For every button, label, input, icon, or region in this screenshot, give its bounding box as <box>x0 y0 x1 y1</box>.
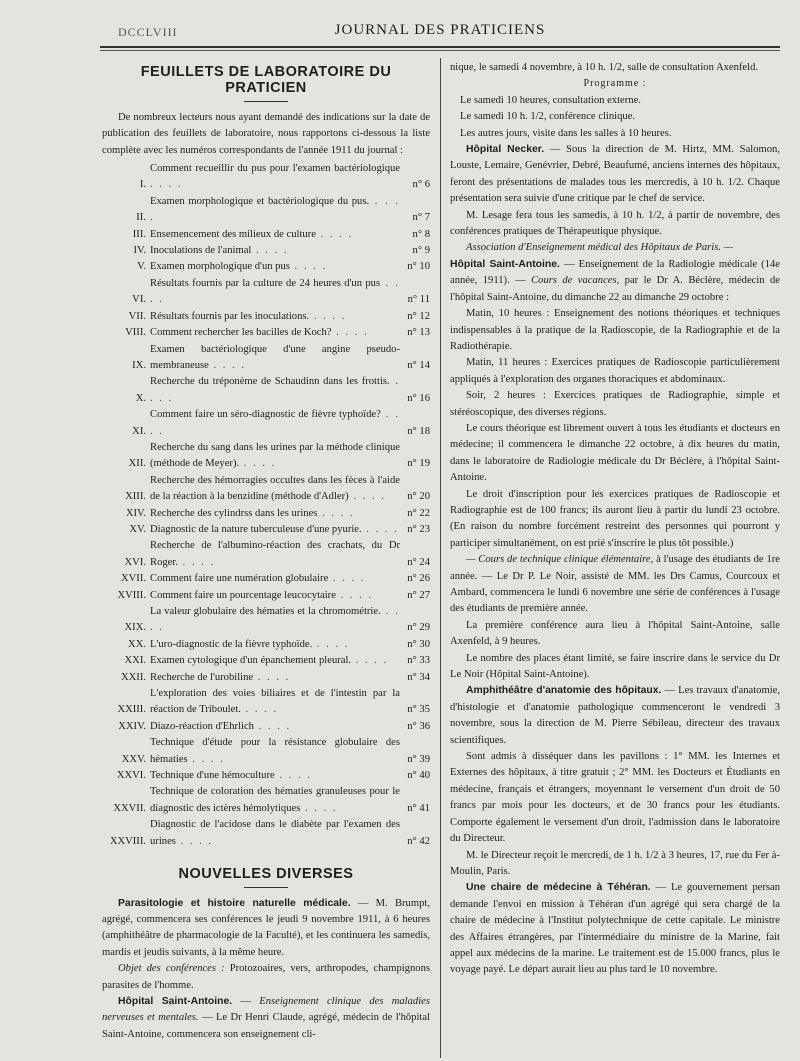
feuillet-title-text: Résultats fournis par la culture de 24 heures d'un pus <box>150 277 381 289</box>
feuillet-entry <box>102 653 430 669</box>
feuillet-title-text: Examen morphologique et bactériologique du pus. <box>150 195 370 207</box>
leader-dots: . . . . <box>253 720 292 732</box>
feuillet-issue: n° 27 <box>407 589 430 601</box>
paragraph-heading: Hôpital Necker. <box>466 144 545 156</box>
feuillet-issue: n° 41 <box>407 802 430 814</box>
feuillet-number: VI. <box>132 294 146 306</box>
feuillet-issue: n° 11 <box>407 294 430 306</box>
feuillet-issue: n° 39 <box>407 753 430 765</box>
feuillet-number: XIII. <box>125 491 146 503</box>
paragraph-droit: Le droit d'inscription pour les exercices pratiques de Radioscopie et Radiographie est de 100 francs; ils auront lieu à partir du lundi 23 octobre. (En raison du nombre forcément restreint des personnes qui pourront y participer simultanément, on est prié s'inscrire le plus tôt possible.) <box>450 488 780 549</box>
leader-dots: . . . . <box>175 835 214 847</box>
feuillet-entry <box>102 374 430 407</box>
feuillet-issue: n° 36 <box>407 720 430 732</box>
paragraph-lesage: M. Lesage fera tous les samedis, à 10 h. 1/2, à partir de novembre, des conférences pratiques de Thérapeutique physique. <box>450 209 780 238</box>
header-rule-thin <box>100 50 780 51</box>
feuillet-issue: n° 8 <box>412 228 430 240</box>
feuillet-number: XX. <box>128 638 146 650</box>
feuillet-entry <box>102 719 430 735</box>
leader-dots: . . . . <box>274 770 312 782</box>
feuillet-number: XIV. <box>125 507 146 519</box>
feuillet-issue: n° 42 <box>407 835 430 847</box>
paragraph-text: — Enseignement de la Radiologie médicale (14e année, 1911). — <box>450 258 780 287</box>
paragraph-heading: Parasitologie et histoire naturelle médicale. <box>118 897 351 909</box>
objet-label: Objet des conférences : <box>118 963 225 975</box>
feuillet-title <box>150 522 400 538</box>
feuillet-entry <box>102 440 430 473</box>
feuillets-list <box>102 161 430 850</box>
leader-dots: . . . . <box>177 556 216 568</box>
paragraph-sont-admis: Sont admis à disséquer dans les pavillons : 1° MM. les Internes et Externes des hôpitaux, à titre gratuit ; 2° MM. les Docteurs et Étudiants en médecine, français et étrangers, moyennant le versement d'un droit de 50 francs par mois pour les docteurs, et de 30 francs pour les étudiants. Comporte également le versement d'un droit, l'admission dans le laboratoire du Directeur. <box>450 751 780 845</box>
feuillet-title <box>150 686 400 719</box>
feuillet-title <box>150 719 400 735</box>
feuillet-title-text: Comment faire un séro-diagnostic de fièvre typhoïde? <box>150 409 381 421</box>
feuillet-number: II. <box>136 212 146 224</box>
leader-dots: . . . . <box>289 261 328 273</box>
feuillet-title <box>150 342 400 375</box>
paragraph-text: — Le gouvernement persan demande l'envoi en mission à Téhéran d'un agrégé qui sera chargé de la chaire de médecine à l'Institut polytechnique de cette capitale. Le ministre des Affaires étrangères, par l'intermédiaire du ministre de la Marine, fait appel aux médecins de la marine. Le traitement est de 15.000 francs, plus le voyage payé. Le départ aurait lieu au plus tard le 10 novembre. <box>450 882 781 976</box>
feuillet-title <box>150 538 400 571</box>
feuillet-number: I. <box>139 179 146 191</box>
feuillet-title-text: L'uro-diagnostic de la fièvre typhoïde. <box>150 638 313 650</box>
feuillet-issue: n° 26 <box>407 573 430 585</box>
leader-dots: . . . . <box>150 606 401 634</box>
leader-dots: . . . . <box>300 802 338 814</box>
italic-text: Cours de vacances, <box>531 275 620 287</box>
paragraph-teheran <box>450 880 780 978</box>
feuillet-title <box>150 571 400 587</box>
feuillet-entry <box>102 342 430 375</box>
feuillet-entry <box>102 604 430 637</box>
feuillet-title <box>150 588 400 604</box>
feuillet-entry <box>102 538 430 571</box>
feuillet-number: V. <box>137 261 146 273</box>
feuillet-title-text: Recherche des cylindrss dans les urines <box>150 507 318 519</box>
feuillet-entry <box>102 768 430 784</box>
paragraph-text: — Le Dr Henri Claude, agrégé, médecin de l'hôpital Saint-Antoine, commencera son enseignement cli- <box>102 1012 430 1040</box>
leader-dots: . . . . <box>309 310 347 322</box>
feuillet-issue: n° 16 <box>407 392 430 404</box>
paragraph-amphitheatre <box>450 683 780 749</box>
leader-dots: . . . . <box>150 277 401 306</box>
feuillet-issue: n° 22 <box>407 507 430 519</box>
paragraph-text: par le Dr A. Béclère, médecin de l'hôpital Saint-Antoine, du dimanche 22 au dimanche 29 octobre : <box>450 275 781 303</box>
feuillet-title-text: Technique d'une hémoculture <box>150 770 275 782</box>
feuillet-title <box>150 817 400 850</box>
feuillet-title <box>150 276 400 309</box>
leader-dots: . . . . <box>348 491 386 503</box>
feuillet-number: VIII. <box>125 327 146 339</box>
feuillet-number: XXI. <box>124 655 146 667</box>
feuillet-title <box>150 604 400 637</box>
feuillet-issue: n° 35 <box>407 704 430 716</box>
feuillet-title <box>150 440 400 473</box>
feuillet-title-text: Diazo-réaction d'Ehrlich <box>150 720 254 732</box>
feuillet-title-text: Recherche du sang dans les urines par la méthode clinique (méthode de Meyer). <box>150 441 400 470</box>
feuillet-number: III. <box>132 228 146 240</box>
paragraph-directeur: M. le Directeur reçoit le mercredi, de 1 h. 1/2 à 3 heures, 17, rue du Fer à-Moulin, Paris. <box>450 849 780 877</box>
leader-dots: . . . . <box>239 458 277 470</box>
feuillet-entry <box>102 817 430 850</box>
feuillet-title <box>150 637 400 653</box>
feuillet-number: XII. <box>128 458 146 470</box>
feuillet-title <box>150 407 400 440</box>
feuillet-title-text: La valeur globulaire des hématies et la chromométrie. <box>150 606 381 617</box>
left-column <box>102 60 430 1043</box>
feuillets-heading: FEUILLETS DE LABORATOIRE DU PRATICIEN <box>140 64 392 97</box>
italic-text: Enseignement clinique des maladies nerveuses et mentales. <box>102 995 430 1024</box>
feuillet-issue: n° 40 <box>407 770 430 782</box>
feuillet-number: XI. <box>132 425 146 437</box>
feuillet-number: VII. <box>128 310 146 322</box>
feuillet-number: XXII. <box>120 671 146 683</box>
feuillet-title <box>150 259 400 275</box>
paragraph-continuation: nique, le samedi 4 novembre, à 10 h. 1/2, salle de consultation Axenfeld. <box>450 62 759 73</box>
feuillet-title <box>150 653 400 669</box>
feuillet-title <box>150 768 400 784</box>
feuillet-issue: n° 12 <box>407 310 430 322</box>
feuillet-title-text: Examen cytologique d'un épanchement pleural. <box>150 655 352 667</box>
feuillet-entry <box>102 670 430 686</box>
feuillet-title <box>150 670 400 686</box>
feuillets-intro: De nombreux lecteurs nous ayant demandé des indications sur la date de publication des feuillets de laboratoire, nous rapportons ci-dessous la liste complète avec les numéros correspondants de l'année 1911 du journal : <box>102 111 430 156</box>
feuillet-title-text: Diagnostic de la nature tuberculeuse d'une pyurie. <box>150 523 362 535</box>
feuillet-number: XVIII. <box>117 589 146 601</box>
leader-dots: . . . . <box>208 359 247 371</box>
feuillet-entry <box>102 571 430 587</box>
paragraph-text: — Les travaux d'anatomie, d'histologie et d'anatomie pathologique commenceront le vendredi 3 novembre, sous la direction de M. Pierre Sébileau, directeur des travaux scientifiques. <box>450 685 780 746</box>
leader-dots: . . . . <box>150 179 183 191</box>
feuillet-number: IV. <box>133 245 146 257</box>
nouvelles-heading: NOUVELLES DIVERSES <box>178 866 354 883</box>
leader-dots: . . . . <box>251 245 289 257</box>
feuillet-title-text: Examen bactériologique d'une angine pseudo-membraneuse <box>150 343 400 371</box>
paragraph-brumpt <box>102 896 430 962</box>
leader-dots: . . . . <box>312 638 350 650</box>
leader-dots: . . . . <box>317 507 355 519</box>
feuillet-entry <box>102 473 430 506</box>
feuillet-issue: n° 13 <box>407 327 430 339</box>
feuillet-number: XVII. <box>120 573 146 585</box>
heading-rule <box>244 101 288 102</box>
feuillet-entry <box>102 588 430 604</box>
feuillet-issue: n° 24 <box>407 556 430 568</box>
feuillet-title <box>150 735 400 768</box>
feuillet-title-text: Recherche de l'albumino-réaction des crachats, du Dr Roger. <box>150 540 400 568</box>
leader-dots: . . . . <box>240 704 279 716</box>
feuillet-title <box>150 227 400 243</box>
feuillet-title <box>150 309 400 325</box>
feuillet-title-text: Technique d'étude pour la résistance globulaire des hématies <box>150 737 400 765</box>
feuillet-entry <box>102 161 430 194</box>
feuillet-number: XXIV. <box>118 720 146 732</box>
feuillet-title-text: Technique de coloration des hématies granuleuses pour le diagnostic des ictères hémolytiques <box>150 786 400 814</box>
paragraph-heading: Amphithéâtre d'anatomie des hôpitaux. <box>466 685 662 697</box>
feuillet-title <box>150 161 400 194</box>
paragraph-cours-technique <box>450 552 780 618</box>
feuillet-entry <box>102 637 430 653</box>
feuillet-number: XIX. <box>124 622 146 634</box>
paragraph-text: Protozoaires, vers, arthropodes, champignons parasites de l'homme. <box>102 963 430 991</box>
paragraph-heading: Hôpital Saint-Antoine. <box>450 258 560 270</box>
leader-dots: . . . . <box>361 523 399 535</box>
feuillet-title-text: Recherche des hémorragies occultes dans les fèces à l'aide de la réaction à la benzidine (méthode d'Adler) <box>150 474 400 503</box>
feuillet-title-text: Recherche du tréponème de Schaudinn dans les frottis. <box>150 376 390 388</box>
feuillet-entry <box>102 259 430 275</box>
paragraph-premiere: La première conférence aura lieu à l'hôpital Saint-Antoine, salle Axenfeld, à 9 heures. <box>450 619 780 648</box>
programme-line: Les autres jours, visite dans les salles à 10 heures. <box>460 127 672 139</box>
paragraph-saint-antoine: Hôpital Saint-Antoine. — Enseignement clinique des maladies nerveuses et mentales. — Le Dr Henri Claude, agrégé, médecin de l'hôpital Saint-Antoine, commencera son enseignement cli- <box>102 995 430 1040</box>
feuillet-title-text: Résultats fournis par les inoculations. <box>150 310 310 322</box>
feuillet-entry <box>102 309 430 325</box>
feuillet-issue: n° 29 <box>407 622 430 634</box>
feuillet-number: XXVII. <box>113 802 146 814</box>
feuillet-entry <box>102 784 430 817</box>
column-divider <box>440 58 441 1058</box>
feuillet-number: XXVIII. <box>109 835 146 847</box>
paragraph-heading: Une chaire de médecine à Téhéran. <box>466 882 651 894</box>
feuillet-entry <box>102 506 430 522</box>
feuillet-title <box>150 325 400 341</box>
feuillet-title-text: Examen morphologique d'un pus <box>150 261 290 273</box>
paragraph-text: — M. Brumpt, agrégé, commencera ses conférences le jeudi 9 novembre 1911, à 6 heures (amphithéâtre de pharmacologie de la Faculté), et les continuera les samedis, mardis et jeudis suivants, à la même heure. <box>102 897 430 958</box>
feuillet-number: XVI. <box>124 556 146 568</box>
feuillet-issue: n° 30 <box>407 638 430 650</box>
feuillet-title <box>150 473 400 506</box>
right-column <box>450 60 780 979</box>
paragraph-nombre: Le nombre des places étant limité, se faire inscrire dans le service du Dr Le Noir (Hôpital Saint-Antoine). <box>450 652 780 681</box>
feuillet-issue: n° 18 <box>407 425 430 437</box>
feuillet-issue: n° 10 <box>407 261 430 273</box>
paragraph-cours-theorique: Le cours théorique est librement ouvert à tous les étudiants et docteurs en médecine; il commencera le dimanche 22 octobre, à dix heures du matin, dans le laboratoire de Radiologie médicale du Dr Béclère, à l'hôpital Saint-Antoine. <box>450 422 780 484</box>
feuillet-title-text: Inoculations de l'animal <box>150 245 252 257</box>
paragraph-text: à l'usage des étudiants de 1re année. — Le Dr P. Le Noir, assisté de MM. les Drs Camus, Courcoux et Ambard, commencera le lundi 6 novembre une série de conférences à l'usage des étudiants de première année. <box>450 554 780 615</box>
leader-dots: . . . . <box>253 671 291 683</box>
feuillet-issue: n° 6 <box>412 179 430 191</box>
folio-number: DCCLVIII <box>118 25 178 39</box>
feuillet-entry <box>102 686 430 719</box>
paragraph-association <box>450 240 780 256</box>
leader-dots: . . . . <box>150 195 401 224</box>
paragraph-matin10: Matin, 10 heures : Enseignement des notions théoriques et techniques indispensables à la pratique de la Radioscopie, de la Radiographie et de la Radiothérapie. <box>450 308 780 352</box>
feuillet-entry <box>102 243 430 259</box>
paragraph-soir: Soir, 2 heures : Exercices pratiques de Radiographie, simple et stéréoscopique, des diverses régions. <box>450 390 780 418</box>
feuillet-number: X. <box>135 392 146 404</box>
feuillet-entry <box>102 276 430 309</box>
feuillet-title-text: Comment faire une numération globulaire <box>150 573 329 585</box>
leader-dots: . . . . <box>335 589 374 601</box>
feuillet-entry <box>102 227 430 243</box>
page-header <box>102 22 778 44</box>
feuillet-number: IX. <box>132 359 146 371</box>
feuillet-number: XXV. <box>121 753 146 765</box>
feuillet-issue: n° 19 <box>407 458 430 470</box>
italic-text: — Cours de technique clinique élémentaire, <box>466 554 654 566</box>
feuillet-entry <box>102 522 430 538</box>
feuillet-title-text: Comment rechercher les bacilles de Koch? <box>150 327 332 339</box>
feuillet-entry <box>102 194 430 227</box>
leader-dots: . . . . <box>331 327 369 339</box>
leader-dots: . . . . <box>150 376 401 404</box>
paragraph-objet <box>102 961 430 994</box>
feuillet-title <box>150 784 400 817</box>
feuillet-issue: n° 20 <box>407 491 430 503</box>
leader-dots: . . . . <box>150 409 401 437</box>
paragraph-heading: Hôpital Saint-Antoine. <box>118 995 233 1007</box>
paragraph-text: — Sous la direction de M. Hirtz, MM. Salomon, Louste, Lemaire, Genévrier, Debré, Beaufumé, anciens internes des hôpitaux, feront des présentations de malades tous les mercredis, à 10 h. 1/2. Chaque présentation sera suivie d'une critique par le chef de service. <box>450 144 780 205</box>
feuillet-issue: n° 7 <box>412 212 430 224</box>
feuillet-number: XV. <box>129 523 146 535</box>
feuillet-title-text: L'exploration des voies biliaires et de l'intestin par la réaction de Triboulet. <box>150 688 400 716</box>
programme-label: Programme : <box>583 78 647 90</box>
feuillet-entry <box>102 325 430 341</box>
feuillet-issue: n° 34 <box>407 671 430 683</box>
feuillet-title <box>150 194 400 227</box>
paragraph-matin11: Matin, 11 heures : Exercices pratiques de Radioscopie particulièrement appliqués à l'exploration des organes thoraciques et abdominaux. <box>450 357 780 385</box>
feuillet-title-text: Comment faire un pourcentage leucocytaire <box>150 589 336 601</box>
feuillet-issue: n° 23 <box>407 523 430 535</box>
feuillet-number: XXVI. <box>116 770 146 782</box>
paragraph-necker <box>450 142 780 208</box>
feuillet-entry <box>102 735 430 768</box>
feuillet-title <box>150 243 400 259</box>
feuillet-number: XXIII. <box>117 704 146 716</box>
leader-dots: . . . . <box>351 655 389 667</box>
feuillet-title-text: Recherche de l'urobiline <box>150 671 254 683</box>
feuillet-title <box>150 506 400 522</box>
leader-dots: . . . . <box>315 228 354 240</box>
programme-line: Le samedi 10 h. 1/2, conférence clinique. <box>460 111 636 123</box>
leader-dots: . . . . <box>328 573 366 585</box>
feuillet-issue: n° 9 <box>412 245 430 257</box>
feuillet-issue: n° 33 <box>407 655 430 667</box>
feuillet-title <box>150 374 400 407</box>
heading-rule <box>244 887 288 888</box>
header-rule <box>100 46 780 48</box>
leader-dots: . . . . <box>187 753 225 765</box>
feuillet-issue: n° 14 <box>407 359 430 371</box>
feuillet-title-text: Comment recueillir du pus pour l'examen bactériologique <box>150 163 400 175</box>
paragraph-radiologie <box>450 257 780 306</box>
feuillet-entry <box>102 407 430 440</box>
italic-text: Association d'Enseignement médical des Hôpitaux de Paris. — <box>466 242 734 254</box>
feuillet-title-text: Diagnostic de l'acidose dans le diabète par l'examen des urines <box>150 819 400 847</box>
feuillet-title-text: Ensemencement des milieux de culture <box>150 228 316 240</box>
journal-title: JOURNAL DES PRATICIENS <box>334 22 546 38</box>
programme-line: Le samedi 10 heures, consultation externe. <box>460 94 641 106</box>
